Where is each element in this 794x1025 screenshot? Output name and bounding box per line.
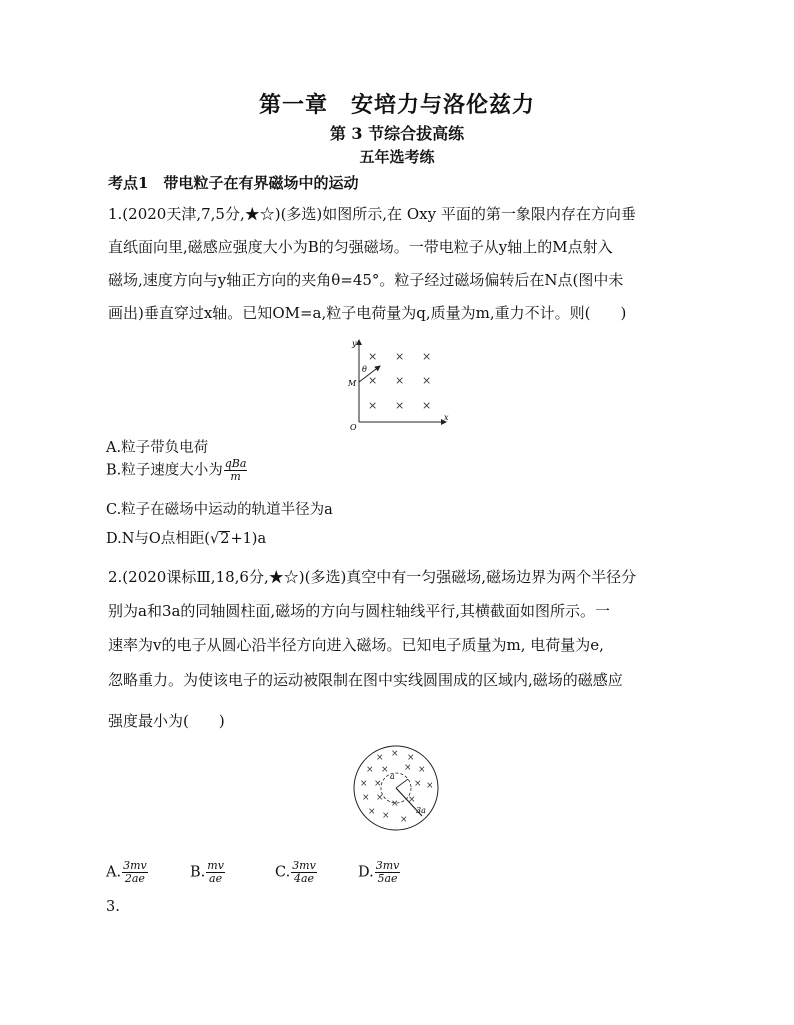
svg-text:×: × xyxy=(368,374,378,387)
svg-text:×: × xyxy=(395,374,405,387)
q2-line-2: 别为a和3a的同轴圆柱面,磁场的方向与圆柱轴线平行,其横截面如图所示。一 xyxy=(108,602,610,620)
q2-option-c: C. $\frac{3mv}{4ae}$ xyxy=(275,859,316,885)
q1-option-b xyxy=(106,458,247,483)
svg-text:×: × xyxy=(395,350,405,363)
svg-text:×: × xyxy=(362,793,370,803)
q1-option-d xyxy=(106,527,266,548)
q1-option-c: C.粒子在磁场中运动的轨道半径为a xyxy=(106,502,333,518)
svg-text:×: × xyxy=(376,753,384,763)
svg-text:×: × xyxy=(400,815,408,825)
subtitle: 五年选考练 xyxy=(359,148,435,166)
q2-line-1: 2.(2020课标Ⅲ,18,6分,★☆)(多选)真空中有一匀强磁场,磁场边界为两个半径分 xyxy=(108,568,637,586)
svg-text:×: × xyxy=(376,793,384,803)
q1-line-2: 直纸面向里,磁感应强度大小为B的匀强磁场。一带电粒子从y轴上的M点射入 xyxy=(108,238,613,256)
svg-text:×: × xyxy=(426,781,434,791)
svg-text:×: × xyxy=(360,779,368,789)
q1-x-label: x xyxy=(444,413,449,422)
q1-option-a: A.粒子带负电荷 xyxy=(106,440,209,456)
svg-text:×: × xyxy=(382,811,390,821)
topic-heading: 考点1 带电粒子在有界磁场中的运动 xyxy=(108,174,359,192)
chapter-title: 第一章 安培力与洛伦兹力 xyxy=(258,92,535,118)
section-title: 第 3 节综合拔高练 xyxy=(329,124,465,143)
q1-line-3: 磁场,速度方向与y轴正方向的夹角θ=45°。粒子经过磁场偏转后在N点(图中未 xyxy=(108,271,624,289)
q1-option-d-sqrt: √2 xyxy=(209,531,230,547)
svg-text:×: × xyxy=(414,779,422,789)
q1-m-label: M xyxy=(348,379,357,388)
svg-text:×: × xyxy=(418,765,426,775)
svg-text:×: × xyxy=(374,779,382,789)
q1-o-label: O xyxy=(350,423,357,432)
svg-text:×: × xyxy=(422,399,432,412)
q2-line-4: 忽略重力。为使该电子的运动被限制在图中实线圆围成的区域内,磁场的磁感应 xyxy=(108,671,623,689)
svg-text:×: × xyxy=(391,799,399,809)
svg-text:×: × xyxy=(422,374,432,387)
svg-text:×: × xyxy=(404,763,412,773)
svg-text:×: × xyxy=(366,765,374,775)
svg-text:×: × xyxy=(407,753,415,763)
svg-text:×: × xyxy=(381,765,389,775)
q2-outer-label: 3a xyxy=(416,806,426,815)
q1-cross-grid xyxy=(368,350,431,412)
q1-line-4: 画出)垂直穿过x轴。已知OM=a,粒子电荷量为q,质量为m,重力不计。则( ) xyxy=(108,304,627,322)
q2-option-d: D. $\frac{3mv}{5ae}$ xyxy=(358,859,400,885)
q2-line-5: 强度最小为( ) xyxy=(108,712,225,730)
svg-text:×: × xyxy=(422,350,432,363)
q1-option-b-fraction: $\frac{\text{qBa}}{m}$ xyxy=(224,457,247,483)
svg-text:×: × xyxy=(368,350,378,363)
svg-text:×: × xyxy=(368,399,378,412)
svg-text:×: × xyxy=(408,795,416,805)
q2-line-3: 速率为v的电子从圆心沿半径方向进入磁场。已知电子质量为m, 电荷量为e, xyxy=(108,636,604,654)
svg-text:×: × xyxy=(391,749,399,759)
svg-text:×: × xyxy=(368,807,376,817)
q2-inner-label: a xyxy=(390,772,395,781)
q1-option-d-prefix: D.N与O点相距( xyxy=(106,531,210,547)
svg-text:×: × xyxy=(395,399,405,412)
q1-option-b-text: B.粒子速度大小为 xyxy=(106,462,223,479)
q2-option-b: B. $\frac{mv}{ae}$ xyxy=(190,859,224,885)
q2-inner-radius xyxy=(396,779,408,788)
q1-option-d-suffix: +1)a xyxy=(230,531,267,547)
q1-line-1: 1.(2020天津,7,5分,★☆)(多选)如图所示,在 Oxy 平面的第一象限内存在方向垂 xyxy=(108,205,636,223)
q2-field-figure xyxy=(346,742,446,834)
q2-option-a: A. $\frac{3mv}{2ae}$ xyxy=(106,859,147,885)
q1-theta-label: θ xyxy=(362,365,367,374)
q1-field-figure xyxy=(336,336,456,432)
q1-y-label: y xyxy=(352,339,357,348)
q3-label: 3. xyxy=(106,899,120,915)
